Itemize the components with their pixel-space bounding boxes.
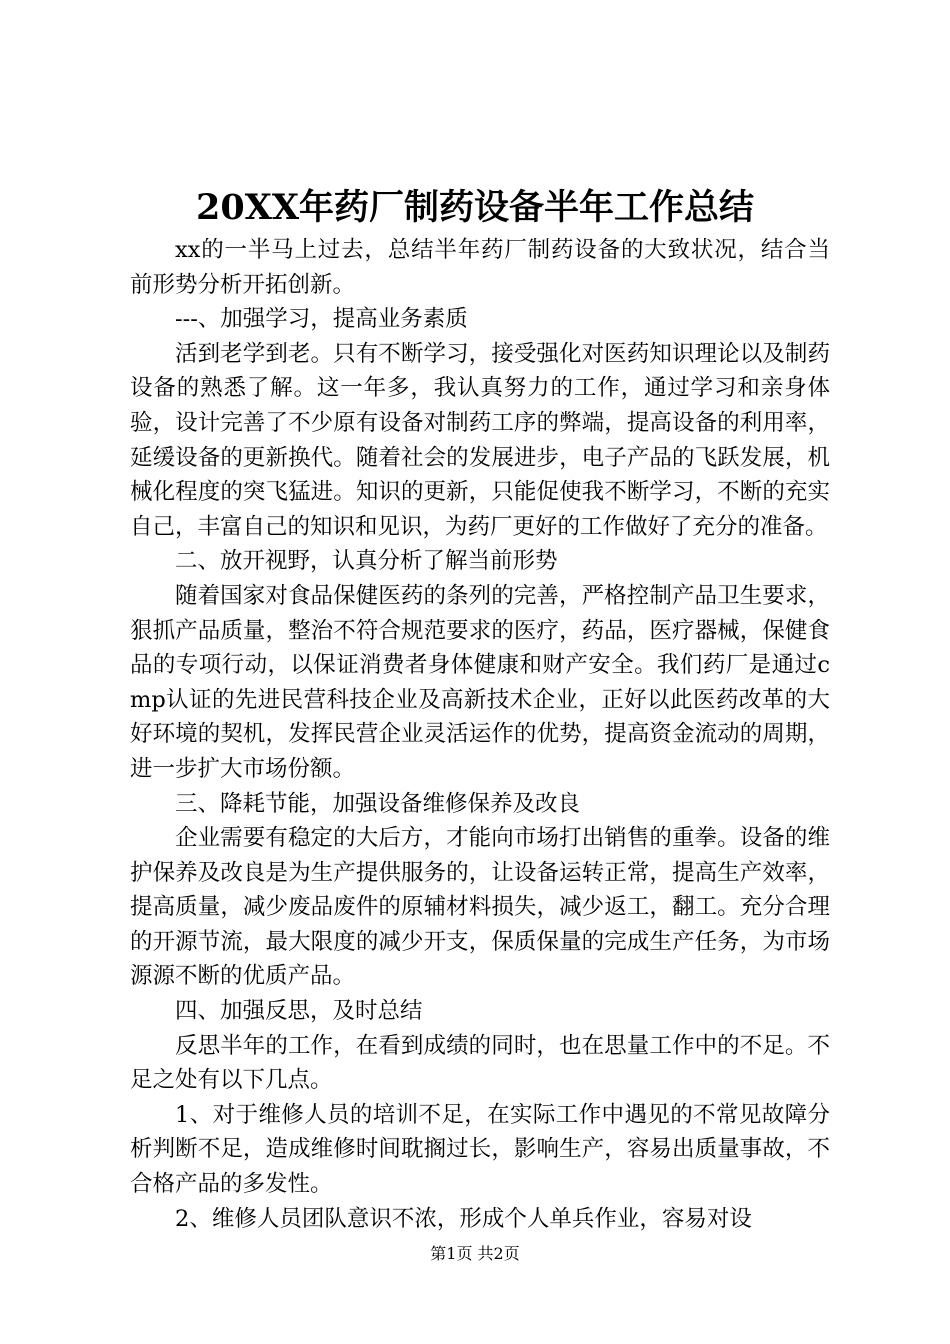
section-3-paragraph: 企业需要有稳定的大后方，才能向市场打出销售的重拳。设备的维护保养及改良是为生产提供服务的，让设备运转正常，提高生产效率，提高质量，减少废品废件的原辅材料损失，减少返工，翻工。充分合理的开源节流，最大限度的减少开支，保质保量的完成生产任务，为市场源源不断的优质产品。 <box>130 825 830 990</box>
section-4-paragraph: 反思半年的工作，在看到成绩的同时，也在思量工作中的不足。不足之处有以下几点。 <box>130 1032 830 1094</box>
page-number: 第1页 共2页 <box>430 1244 520 1263</box>
document-title: 20XX年药厂制药设备半年工作总结 <box>195 187 755 228</box>
section-heading-3: 三、降耗节能，加强设备维修保养及改良 <box>175 790 581 817</box>
section-1-paragraph: 活到老学到老。只有不断学习，接受强化对医药知识理论以及制药设备的熟悉了解。这一年多，我认真努力的工作，通过学习和亲身体验，设计完善了不少原有设备对制药工序的弊端，提高设备的利用率，延缓设备的更新换代。随着社会的发展进步，电子产品的飞跃发展，机械化程度的突飞猛进。知识的更新，只能促使我不断学习，不断的充实自己，丰富自己的知识和见识，为药厂更好的工作做好了充分的准备。 <box>130 340 830 540</box>
section-heading-4: 四、加强反思，及时总结 <box>175 998 423 1025</box>
list-item-1: 1、对于维修人员的培训不足，在实际工作中遇见的不常见故障分析判断不足，造成维修时间耽搁过长，影响生产，容易出质量事故，不合格产品的多发性。 <box>130 1101 830 1198</box>
section-2-paragraph: 随着国家对食品保健医药的条列的完善，严格控制产品卫生要求，狠抓产品质量，整治不符合规范要求的医疗，药品，医疗器械，保健食品的专项行动，以保证消费者身体健康和财产安全。我们药厂是通过cmp认证的先进民营科技企业及高新技术企业，正好以此医药改革的大好环境的契机，发挥民营企业灵活运作的优势，提高资金流动的周期，进一步扩大市场份额。 <box>130 582 830 782</box>
section-heading-2: 二、放开视野，认真分析了解当前形势 <box>175 548 558 575</box>
intro-paragraph: xx的一半马上过去，总结半年药厂制药设备的大致状况，结合当前形势分析开拓创新。 <box>130 237 830 298</box>
document-body <box>130 233 830 1236</box>
section-heading-1: ---、加强学习，提高业务素质 <box>175 306 468 333</box>
list-item-2: 2、维修人员团队意识不浓，形成个人单兵作业，容易对设 <box>175 1205 752 1232</box>
